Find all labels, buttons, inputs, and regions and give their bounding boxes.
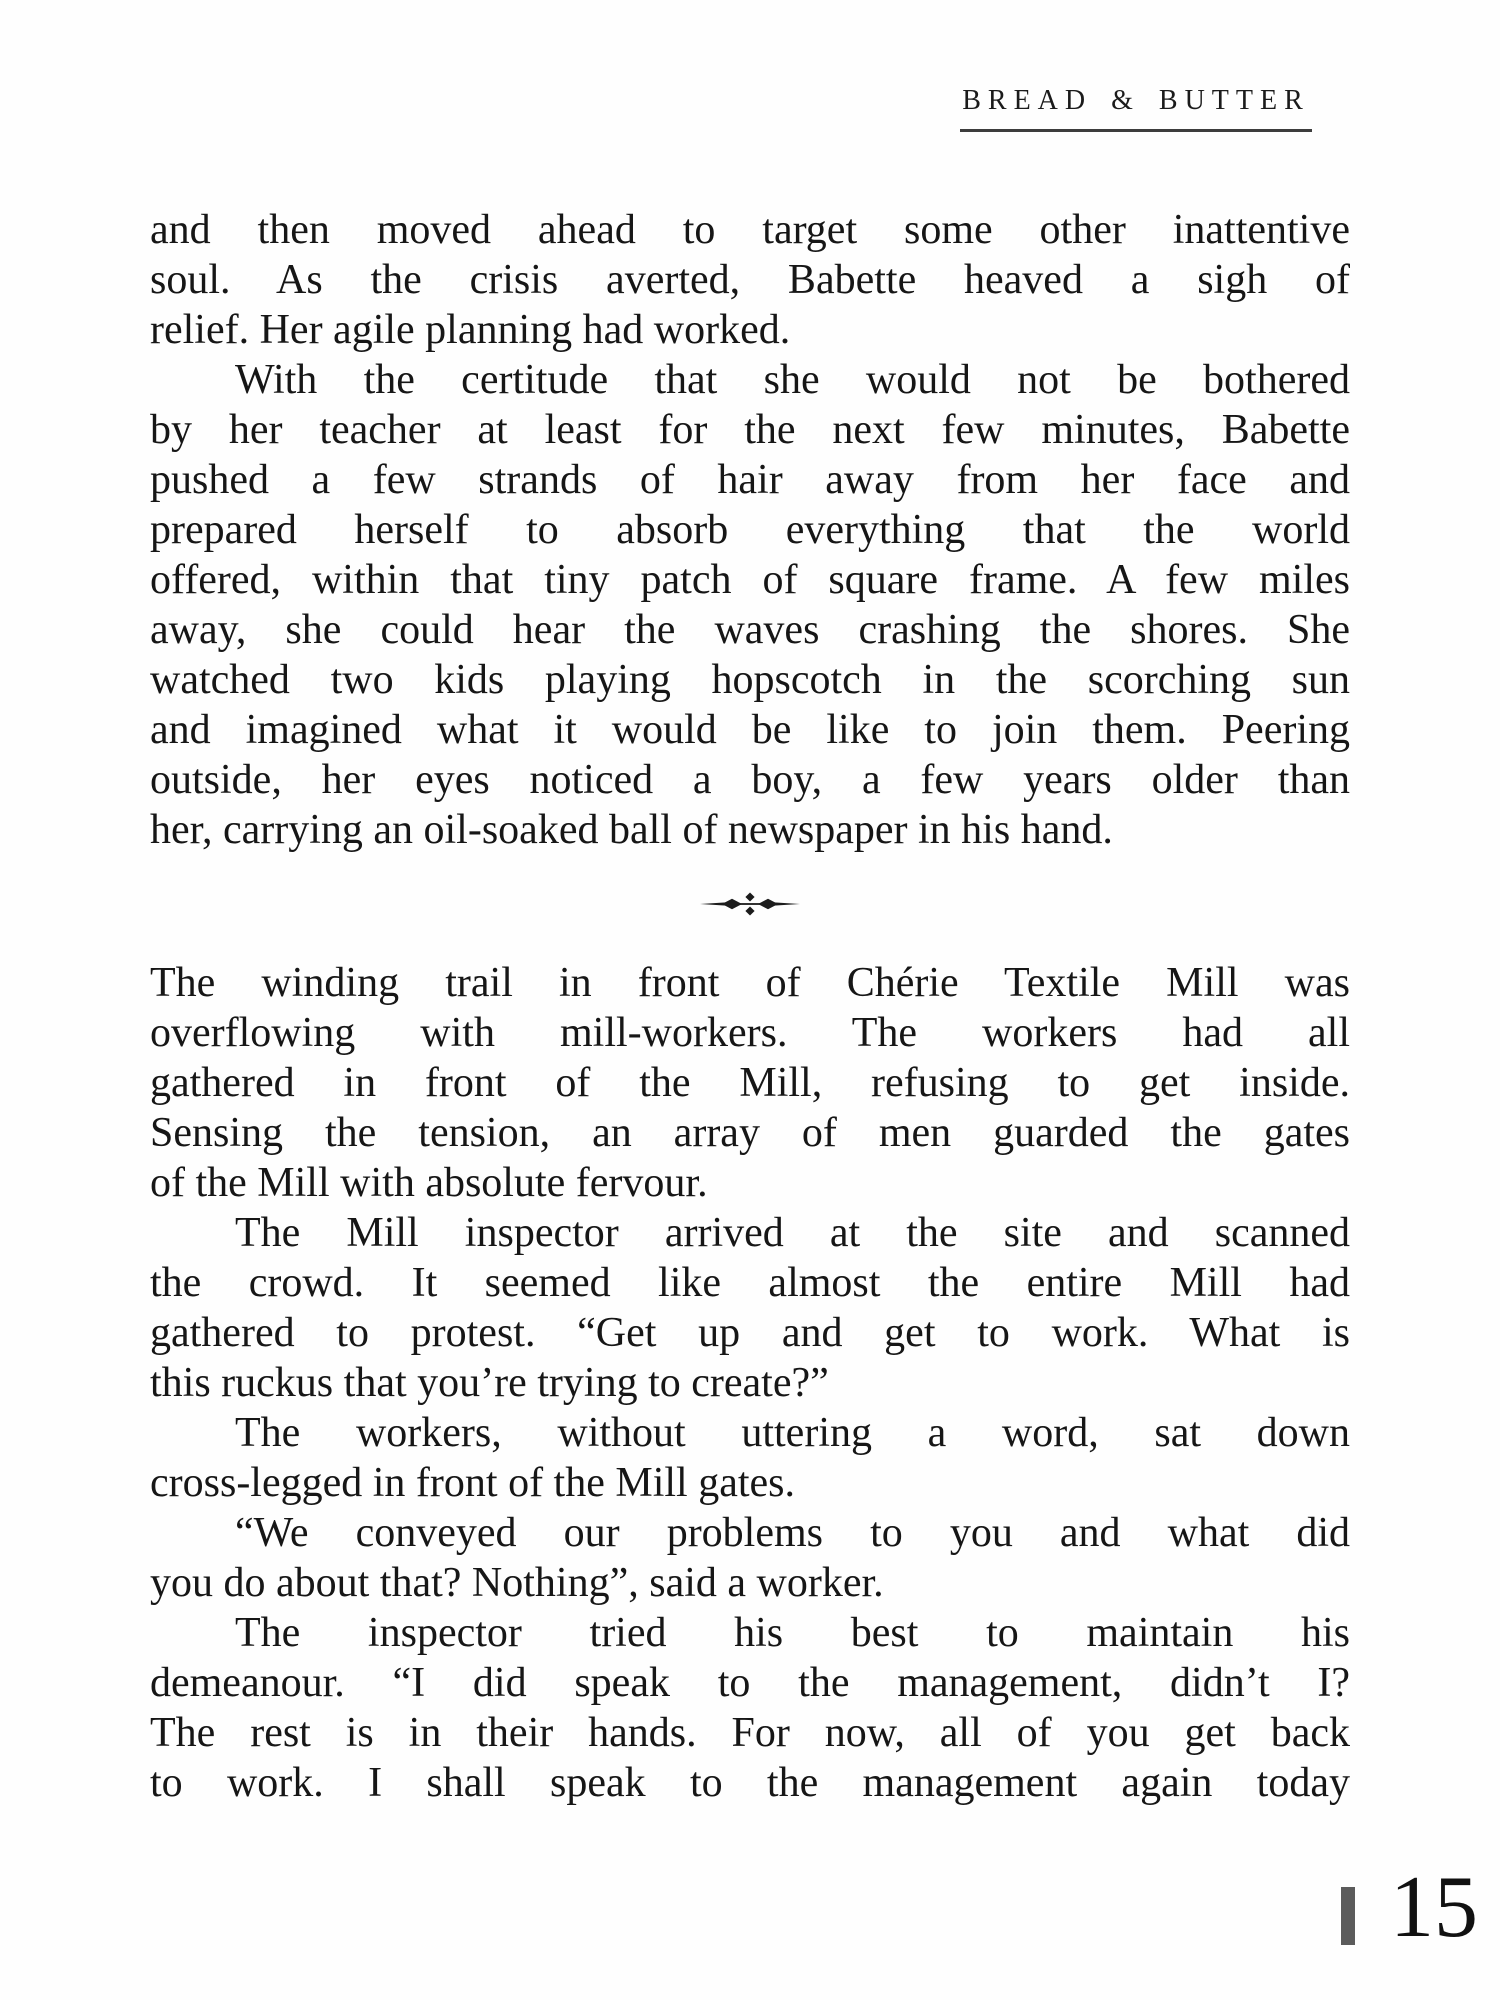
text-line: outside, her eyes noticed a boy, a few years older than: [150, 757, 1350, 803]
text-line: soul. As the crisis averted, Babette heaved a sigh of: [150, 257, 1350, 303]
text-line: gathered to protest. “Get up and get to work. What is: [150, 1310, 1350, 1356]
text-line: demeanour. “I did speak to the management, didn’t I?: [150, 1660, 1350, 1706]
page-number-bar: [1341, 1887, 1355, 1945]
text-line: you do about that? Nothing”, said a worker.: [150, 1560, 884, 1606]
text-line: The inspector tried his best to maintain his: [235, 1610, 1350, 1656]
diamond-divider-icon: [700, 888, 800, 920]
text-line: watched two kids playing hopscotch in the scorching sun: [150, 657, 1350, 703]
text-line: to work. I shall speak to the management again today: [150, 1760, 1350, 1806]
text-line: The rest is in their hands. For now, all of you get back: [150, 1710, 1350, 1756]
text-line: Sensing the tension, an array of men guarded the gates: [150, 1110, 1350, 1156]
text-line: cross-legged in front of the Mill gates.: [150, 1460, 796, 1506]
text-line: of the Mill with absolute fervour.: [150, 1160, 708, 1206]
text-line: “We conveyed our problems to you and what did: [235, 1510, 1350, 1556]
text-line: The Mill inspector arrived at the site and scanned: [235, 1210, 1350, 1256]
page-number: 15: [1390, 1859, 1478, 1956]
text-line: her, carrying an oil-soaked ball of newspaper in his hand.: [150, 807, 1113, 853]
text-line: overflowing with mill-workers. The workers had all: [150, 1010, 1350, 1056]
text-line: prepared herself to absorb everything that the world: [150, 507, 1350, 553]
text-line: gathered in front of the Mill, refusing to get inside.: [150, 1060, 1350, 1106]
page-text-column: [150, 205, 1350, 1808]
text-line: and imagined what it would be like to join them. Peering: [150, 707, 1350, 753]
text-line: by her teacher at least for the next few minutes, Babette: [150, 407, 1350, 453]
text-line: pushed a few strands of hair away from her face and: [150, 457, 1350, 503]
text-line: The workers, without uttering a word, sat down: [235, 1410, 1350, 1456]
text-line: With the certitude that she would not be bothered: [235, 357, 1350, 403]
text-line: away, she could hear the waves crashing the shores. She: [150, 607, 1350, 653]
text-line: this ruckus that you’re trying to create?”: [150, 1360, 829, 1406]
text-line: and then moved ahead to target some other inattentive: [150, 207, 1350, 253]
text-line: The winding trail in front of Chérie Textile Mill was: [150, 960, 1350, 1006]
running-header: BREAD & BUTTER: [960, 84, 1312, 132]
text-line: the crowd. It seemed like almost the entire Mill had: [150, 1260, 1350, 1306]
text-line: relief. Her agile planning had worked.: [150, 307, 791, 353]
section-divider: [150, 855, 1350, 958]
text-line: offered, within that tiny patch of square frame. A few miles: [150, 557, 1350, 603]
